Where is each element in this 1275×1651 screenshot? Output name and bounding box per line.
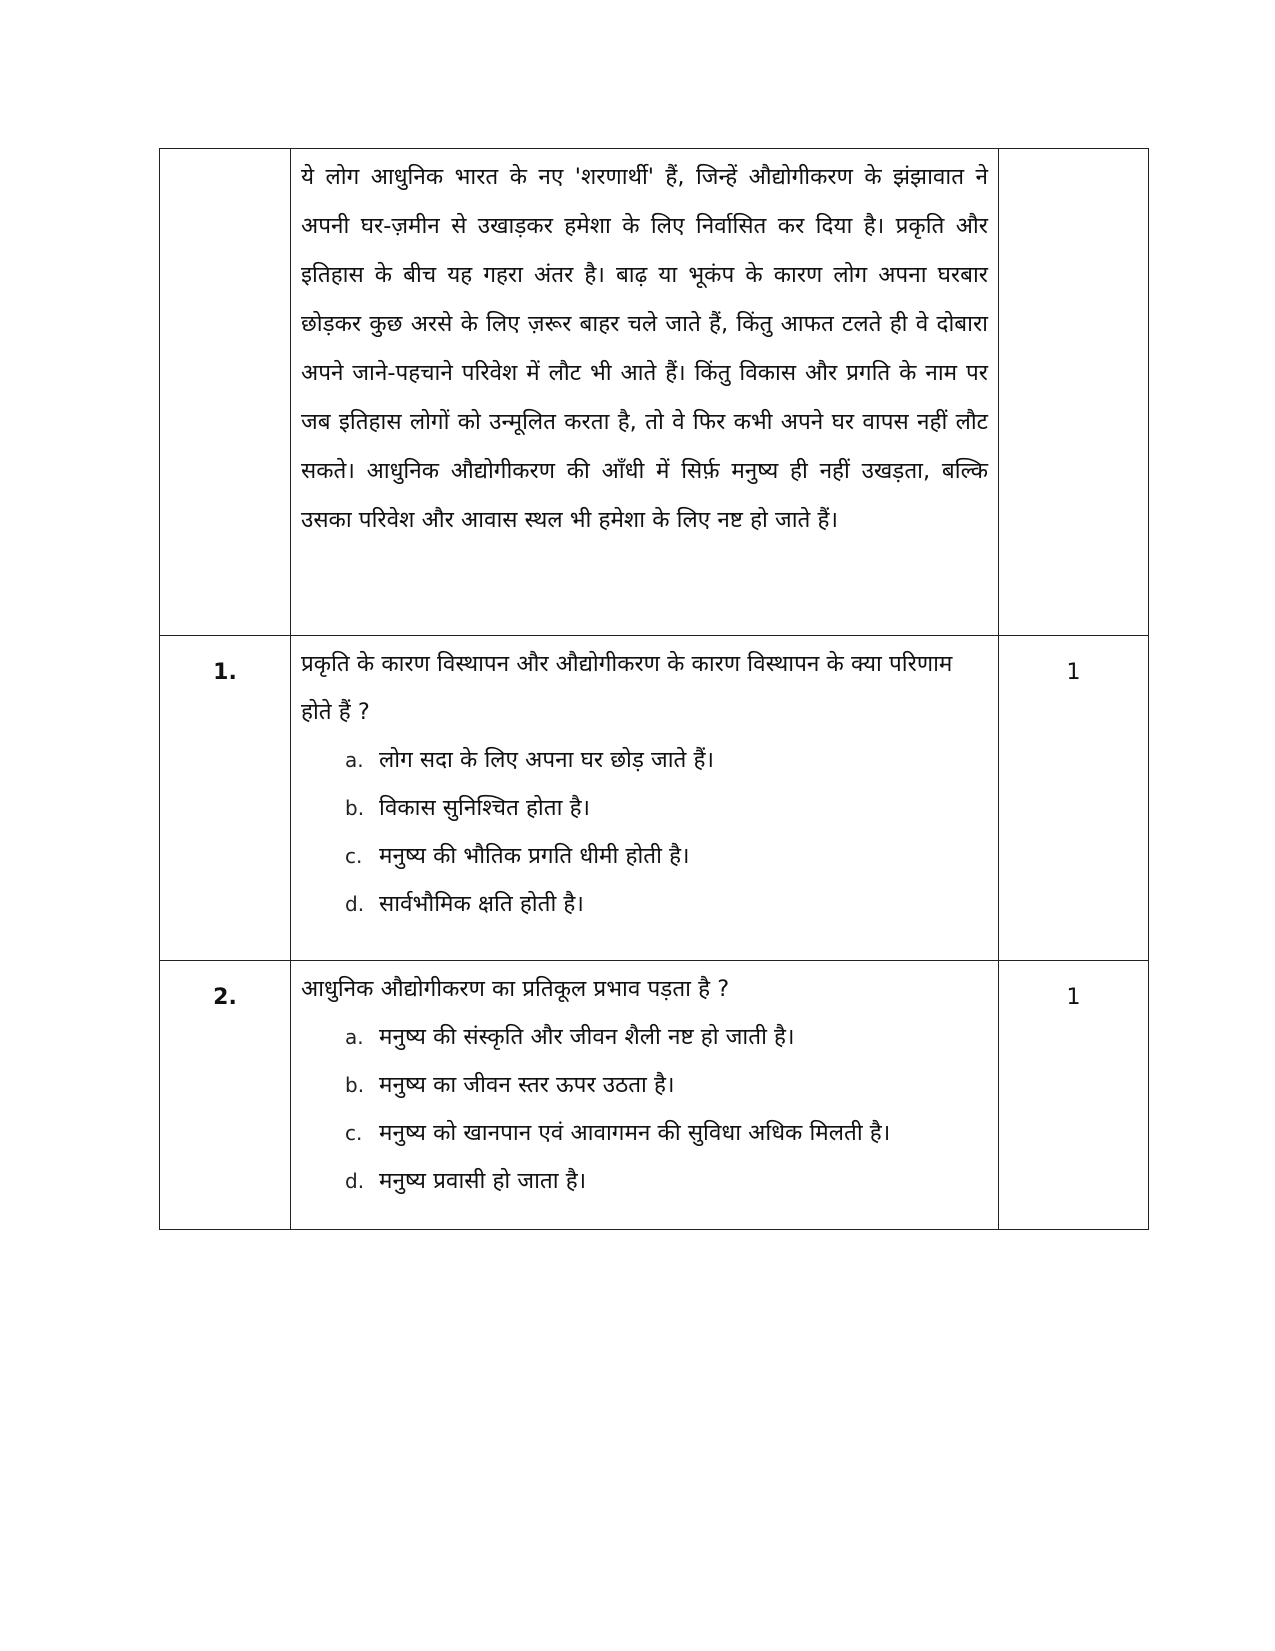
option-c[interactable]	[345, 832, 988, 880]
option-text: सार्वभौमिक क्षति होती है।	[379, 891, 584, 917]
option-text: लोग सदा के लिए अपना घर छोड़ जाते हैं।	[379, 747, 715, 773]
option-text: मनुष्य को खानपान एवं आवागमन की सुविधा अधिक मिलती है।	[379, 1120, 891, 1146]
option-letter: a.	[345, 748, 364, 772]
question-marks: 1	[1066, 985, 1081, 1010]
option-letter: b.	[345, 1073, 365, 1097]
passage-marks-cell	[999, 149, 1149, 636]
option-letter: b.	[345, 796, 365, 820]
question-marks-cell	[999, 636, 1149, 961]
option-letter: d.	[345, 1169, 365, 1193]
question-text: आधुनिक औद्योगीकरण का प्रतिकूल प्रभाव पड़ता है ?	[301, 976, 730, 1002]
option-d[interactable]	[345, 1157, 988, 1205]
option-b[interactable]	[345, 1061, 988, 1109]
option-letter: c.	[345, 1121, 363, 1145]
option-a[interactable]	[345, 1013, 988, 1061]
question-body-cell	[291, 961, 999, 1230]
question-row-1	[160, 636, 1149, 961]
option-letter: d.	[345, 892, 365, 916]
passage-text: ये लोग आधुनिक भारत के नए 'शरणार्थी' हैं, जिन्हें औद्योगीकरण के झंझावात ने अपनी घर-ज़मीन से उखाड़कर हमेशा के लिए निर्वासित कर दिया है। प्रकृति और इतिहास के बीच यह गहरा अंतर है। बाढ़ या भूकंप के कारण लोग अपना घरबार छोड़कर कुछ अरसे के लिए ज़रूर बाहर चले जाते हैं, किंतु आफत टलते ही वे दोबारा अपने जाने-पहचाने परिवेश में लौट भी आते हैं। किंतु विकास और प्रगति के नाम पर जब इतिहास लोगों को उन्मूलित करता है, तो वे फिर कभी अपने घर वापस नहीं लौट सकते। आधुनिक औद्योगीकरण की आँधी में सिर्फ़ मनुष्य ही नहीं उखड़ता, बल्कि उसका परिवेश और आवास स्थल भी हमेशा के लिए नष्ट हो जाते हैं।	[301, 164, 988, 533]
option-text: मनुष्य का जीवन स्तर ऊपर उठता है।	[379, 1072, 675, 1098]
passage-number-cell	[160, 149, 291, 636]
question-body-cell	[291, 636, 999, 961]
option-list	[301, 1013, 988, 1205]
option-d[interactable]	[345, 880, 988, 928]
question-number-cell	[160, 636, 291, 961]
option-letter: a.	[345, 1025, 364, 1049]
option-text: विकास सुनिश्चित होता है।	[379, 795, 591, 821]
passage-cell	[291, 149, 999, 636]
option-text: मनुष्य की संस्कृति और जीवन शैली नष्ट हो जाती है।	[379, 1024, 795, 1050]
question-number-cell	[160, 961, 291, 1230]
option-c[interactable]	[345, 1109, 988, 1157]
question-text: प्रकृति के कारण विस्थापन और औद्योगीकरण के कारण विस्थापन के क्या परिणाम होते हैं ?	[301, 651, 953, 725]
passage-row	[160, 149, 1149, 636]
option-text: मनुष्य प्रवासी हो जाता है।	[379, 1168, 587, 1194]
question-number: 1.	[213, 660, 237, 685]
option-a[interactable]	[345, 736, 988, 784]
option-list	[301, 736, 988, 928]
option-letter: c.	[345, 844, 363, 868]
question-table	[159, 148, 1149, 1230]
question-row-2	[160, 961, 1149, 1230]
question-number: 2.	[213, 985, 237, 1010]
option-text: मनुष्य की भौतिक प्रगति धीमी होती है।	[379, 843, 690, 869]
question-marks-cell	[999, 961, 1149, 1230]
option-b[interactable]	[345, 784, 988, 832]
question-marks: 1	[1066, 660, 1081, 685]
